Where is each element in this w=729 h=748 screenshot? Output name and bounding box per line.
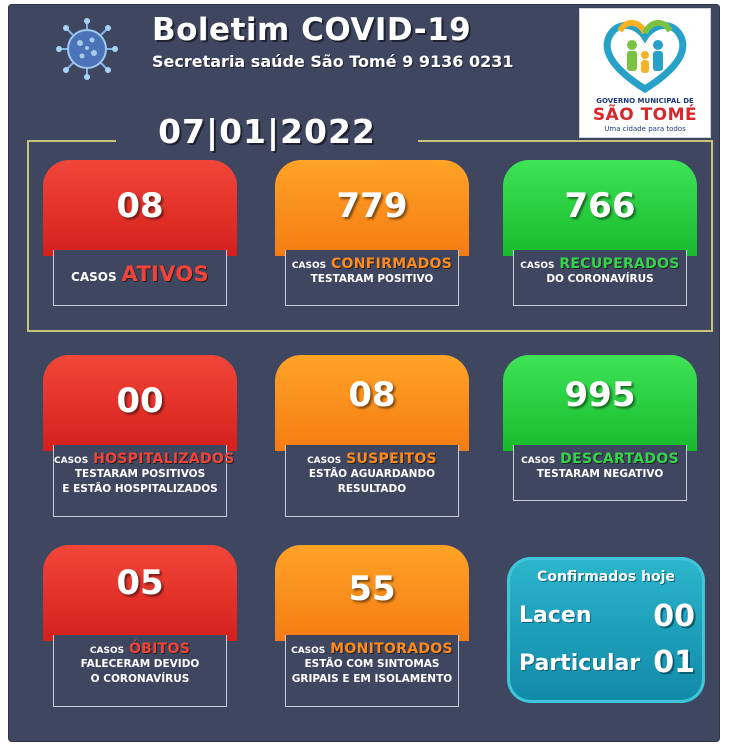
obitos-prefix: CASOS: [89, 646, 125, 656]
suspeitos-count: 08: [348, 375, 396, 415]
suspeitos-desc-2: RESULTADO: [337, 483, 407, 495]
confirmados-desc: TESTARAM POSITIVO: [310, 273, 434, 285]
logo-motto: Uma cidade para todos: [604, 125, 686, 133]
logo-city-name: SÃO TOMÉ: [592, 105, 698, 125]
confirmados-count: 779: [336, 186, 408, 226]
obitos-count: 05: [116, 563, 164, 603]
ativos-label: ATIVOS: [121, 262, 209, 286]
hospitalizados-count: 00: [116, 381, 164, 421]
card-descartados: [503, 355, 697, 501]
card-ativos: [43, 160, 237, 306]
obitos-desc-2: O CORONAVÍRUS: [90, 673, 190, 685]
ativos-count: 08: [116, 186, 164, 226]
monitorados-desc-2: GRIPAIS E EM ISOLAMENTO: [291, 673, 453, 685]
lacen-label: Lacen: [519, 603, 592, 628]
obitos-desc-1: FALECERAM DEVIDO: [80, 658, 200, 670]
card-hospitalizados: [43, 355, 237, 517]
card-monitorados: [275, 545, 469, 707]
municipal-logo: [579, 8, 711, 138]
hospitalizados-label: HOSPITALIZADOS: [93, 451, 235, 467]
descartados-count: 995: [564, 375, 636, 415]
lacen-value: 00: [653, 599, 695, 634]
recuperados-count: 766: [564, 186, 636, 226]
card-obitos: [43, 545, 237, 707]
hospitalizados-desc-2: E ESTÃO HOSPITALIZADOS: [62, 483, 218, 495]
hospitalizados-desc-1: TESTARAM POSITIVOS: [74, 468, 206, 480]
descartados-label: DESCARTADOS: [560, 451, 679, 467]
hospitalizados-prefix: CASOS: [54, 456, 89, 466]
monitorados-label: MONITORADOS: [330, 641, 453, 657]
card-recuperados: [503, 160, 697, 306]
card-suspeitos: [275, 355, 469, 517]
suspeitos-label: SUSPEITOS: [346, 451, 437, 467]
monitorados-prefix: CASOS: [291, 646, 326, 656]
bulletin-date: 07|01|2022: [116, 112, 418, 151]
confirmados-label: CONFIRMADOS: [330, 256, 453, 272]
particular-label: Particular: [519, 651, 641, 676]
descartados-desc: TESTARAM NEGATIVO: [536, 468, 664, 480]
suspeitos-desc-1: ESTÃO AGUARDANDO: [308, 468, 436, 480]
particular-value: 01: [653, 645, 695, 680]
descartados-prefix: CASOS: [521, 456, 556, 466]
monitorados-desc-1: ESTÃO COM SINTOMAS: [304, 658, 440, 670]
logo-government-text: GOVERNO MUNICIPAL DE: [596, 97, 694, 105]
monitorados-count: 55: [348, 569, 396, 609]
suspeitos-prefix: CASOS: [307, 456, 342, 466]
ativos-prefix: CASOS: [71, 270, 117, 284]
recuperados-prefix: CASOS: [520, 261, 555, 271]
virus-icon: [56, 18, 118, 80]
bulletin-title: Boletim COVID-19: [152, 12, 472, 48]
confirmados-hoje-panel: [507, 557, 705, 703]
family-heart-icon: [580, 9, 710, 97]
confirmados-prefix: CASOS: [291, 261, 327, 271]
recuperados-label: RECUPERADOS: [559, 256, 680, 272]
card-confirmados: [275, 160, 469, 306]
obitos-label: ÓBITOS: [128, 641, 191, 657]
bulletin-subtitle: Secretaria saúde São Tomé 9 9136 0231: [152, 52, 514, 71]
confirmados-hoje-title: Confirmados hoje: [537, 569, 675, 585]
recuperados-desc: DO CORONAVÍRUS: [546, 273, 654, 285]
